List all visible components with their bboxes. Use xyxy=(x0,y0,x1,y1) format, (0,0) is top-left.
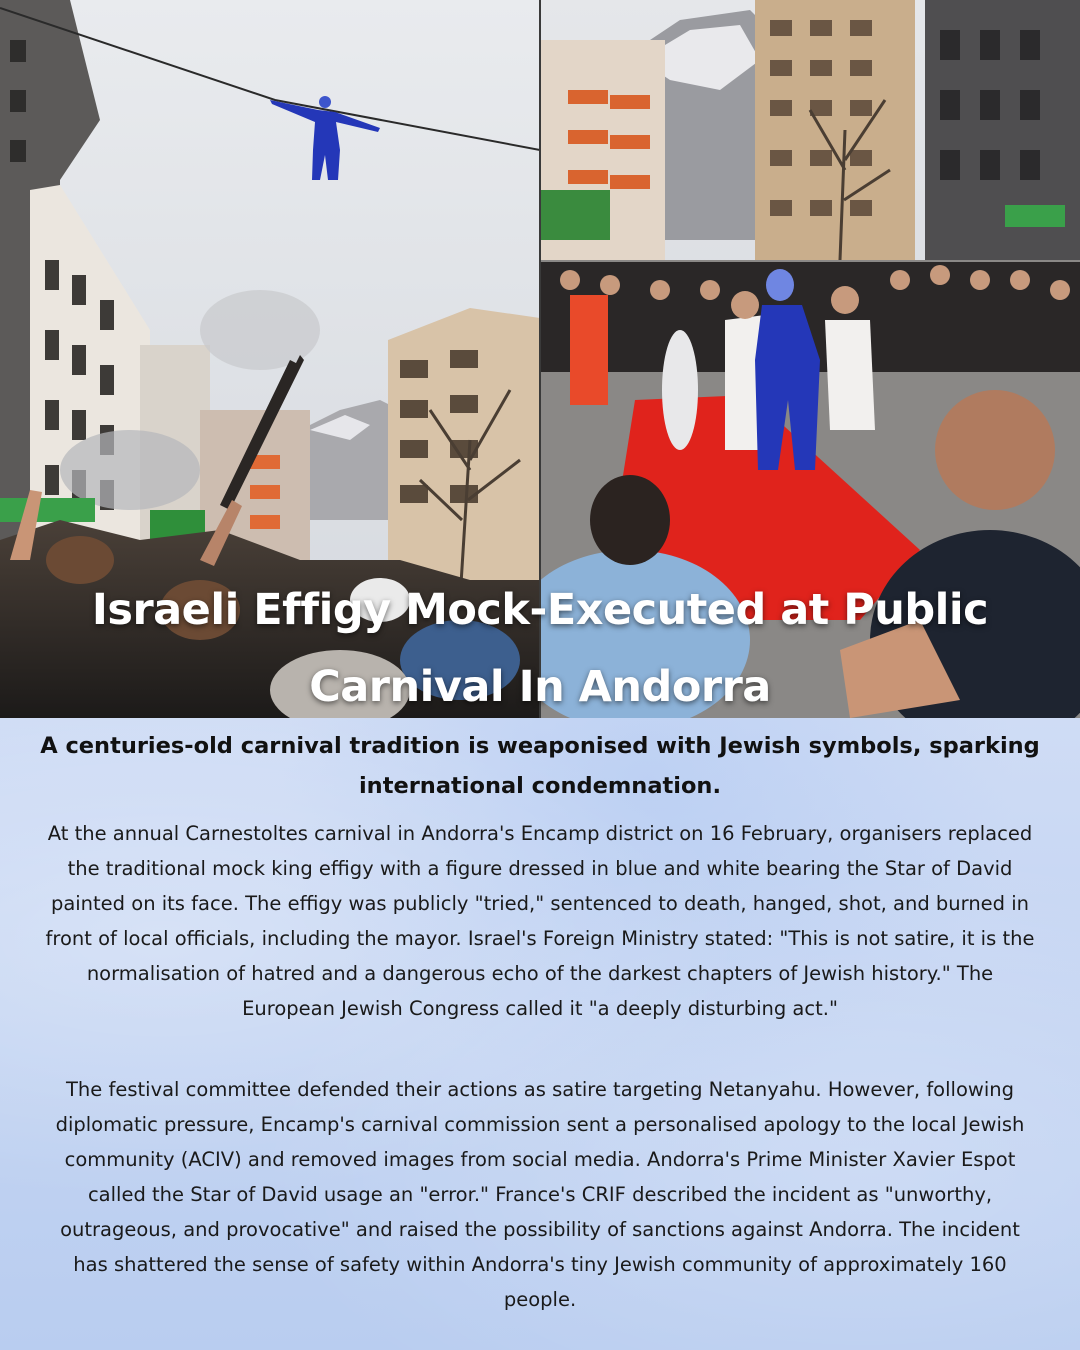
subtitle: A centuries-old carnival tradition is weaponised with Jewish symbols, sparking international condemnation. xyxy=(40,733,1040,799)
body-paragraph-2: The festival committee defended their actions as satire targeting Netanyahu. However, following diplomatic pressure, Encamp's carnival commission sent a personalised apology to the local Jewish community (ACIV) and removed images from social media. Andorra's Prime Minister Xavier Espot called the Star of David usage an "error." France's CRIF described the incident as "unworthy, outrageous, and provocative" and raised the possibility of sanctions against Andorra. The incident has shattered the sense of safety within Andorra's tiny Jewish community of approximately 160 people. xyxy=(55,1078,1025,1311)
article-panel xyxy=(0,718,1080,1350)
headline: Israeli Effigy Mock-Executed at Public Carnival In Andorra xyxy=(91,585,989,712)
body-paragraph-1: At the annual Carnestoltes carnival in Andorra's Encamp district on 16 February, organisers replaced the traditional mock king effigy with a figure dressed in blue and white bearing the Star of David painted on its face. The effigy was publicly "tried," sentenced to death, hanged, shot, and burned in front of local officials, including the mayor. Israel's Foreign Ministry stated: "This is not satire, it is the normalisation of hatred and a dangerous echo of the darkest chapters of Jewish history." The European Jewish Congress called it "a deeply disturbing act." xyxy=(45,822,1035,1020)
